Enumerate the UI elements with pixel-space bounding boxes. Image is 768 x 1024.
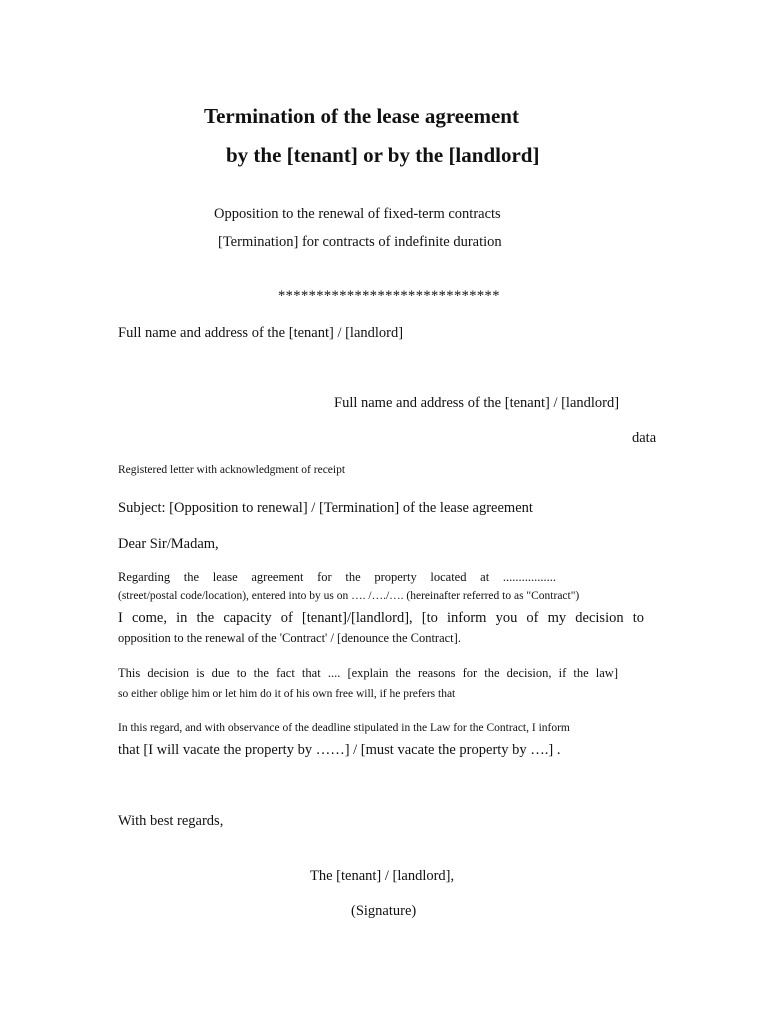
paragraph-1-line-3: I come, in the capacity of [tenant]/[landlord], [to inform you of my decision to xyxy=(118,610,644,626)
title-line-1: Termination of the lease agreement xyxy=(204,104,519,128)
subject-line: Subject: [Opposition to renewal] / [Termination] of the lease agreement xyxy=(118,500,533,516)
title-line-2: by the [tenant] or by the [landlord] xyxy=(226,143,540,167)
paragraph-1-line-1: Regarding the lease agreement for the property located at ................. xyxy=(118,570,556,584)
paragraph-1-line-4: opposition to the renewal of the 'Contract' / [denounce the Contract]. xyxy=(118,631,461,645)
paragraph-3-line-1: In this regard, and with observance of the deadline stipulated in the Law for the Contract, I inform xyxy=(118,722,570,734)
salutation: Dear Sir/Madam, xyxy=(118,536,219,552)
paragraph-2-line-1: This decision is due to the fact that .... [explain the reasons for the decision, if the law] xyxy=(118,666,618,680)
subtitle-line-1: Opposition to the renewal of fixed-term contracts xyxy=(214,206,501,222)
subtitle-line-2: [Termination] for contracts of indefinite duration xyxy=(218,234,502,250)
paragraph-3-line-2: that [I will vacate the property by ……] / [must vacate the property by ….] . xyxy=(118,742,561,758)
delivery-note: Registered letter with acknowledgment of receipt xyxy=(118,464,346,476)
sender-block: Full name and address of the [tenant] / [landlord] xyxy=(118,325,404,341)
signatory-line: The [tenant] / [landlord], xyxy=(310,868,455,884)
date-field: data xyxy=(632,430,657,446)
separator-line: ***************************** xyxy=(278,288,500,304)
recipient-block: Full name and address of the [tenant] / [landlord] xyxy=(334,395,620,411)
signature-line: (Signature) xyxy=(351,903,417,919)
closing-line: With best regards, xyxy=(118,813,224,829)
paragraph-2-line-2: so either oblige him or let him do it of his own free will, if he prefers that xyxy=(118,688,456,700)
paragraph-1-line-2: (street/postal code/location), entered into by us on …. /…./…. (hereinafter referred to as "Contract") xyxy=(118,590,580,602)
